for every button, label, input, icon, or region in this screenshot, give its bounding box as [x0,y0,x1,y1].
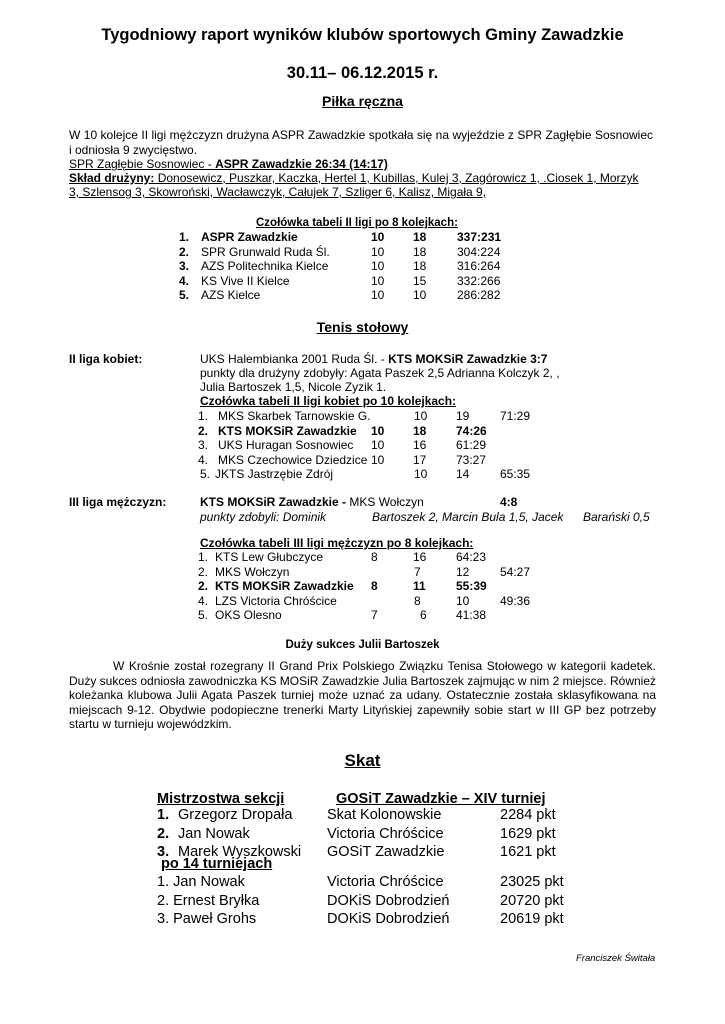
cell-points: 10 [413,288,427,302]
women-scorers-1: punkty dla drużyny zdobyły: Agata Paszek 2,5 Adrianna Kolczyk 2, , [200,366,560,380]
cell-points: 18 [413,230,427,244]
cell-points: 15 [413,273,427,288]
cell-player: Marek Wyszkowski [178,844,302,860]
men-league-label: III liga mężczyzn: [69,495,167,509]
skat-heading: Skat [344,751,381,770]
handball-squad-line1 [69,171,639,185]
cell-team: AZS Politechnika Kielce [201,259,329,273]
match-away: ASPR Zawadzkie 26:34 (14:17) [215,157,388,171]
cell-games: 7 [414,564,421,579]
cell-team: MKS Skarbek Tarnowskie G. [218,409,371,423]
cell-goals: 286:282 [457,288,501,302]
cell-club: Victoria Chróścice [327,874,444,890]
handball-heading: Piłka ręczna [322,93,403,109]
handball-table-row [0,288,725,302]
skat-col2-heading: GOSiT Zawadzkie – XIV turniej [336,791,546,807]
cell-points: 20619 pkt [500,911,564,927]
men-table-row [0,608,725,622]
cell-score: 64:23 [456,550,487,564]
cell-points: 16 [413,550,427,564]
report-title: Tygodniowy raport wyników klubów sportowych Gminy Zawadzkie [101,26,624,44]
cell-position: 5. [200,467,211,482]
skat-overall-row [0,873,725,891]
cell-team: MKS Czechowice Dziedzice [218,452,368,467]
cell-points: 17 [413,452,427,467]
cell-team: KTS MOKSiR Zawadzkie [218,423,357,438]
men-table-row [0,550,725,564]
cell-score: 73:27 [456,452,487,467]
article-body: W Krośnie został rozegrany II Grand Prix Polskiego Związku Tenisa Stołowego w kategorii kadetek. Duży sukces odniosła zawodniczka KS MOSiR Zawadzkie Julia Bartoszek zajmując w nim 2 miejsce. Również koleżanka klubowa Julii Agata Paszek turniej może uznać za udany. Ostatecznie została sklasyfikowana na miejscach 9-12. Obydwie podopieczne trenerki Marty Lityńskiej zapewniły sobie start w III GP bez potrzeby startu w turnieju wojewódzkim. [69,659,656,731]
women-league-label: II liga kobiet: [69,352,143,366]
cell-games: 10 [371,230,385,244]
handball-table-row [0,230,725,244]
cell-points: 20720 pkt [500,892,564,909]
cell-team: KTS MOKSiR Zawadzkie [215,579,354,594]
cell-position: 4. [198,452,209,467]
cell-score: 41:38 [456,608,487,623]
cell-goals: 316:264 [457,259,501,273]
cell-team: LZS Victoria Chróścice [215,593,337,608]
cell-team: OKS Olesno [215,608,282,623]
cell-position: 5. [179,288,190,302]
cell-points: 11 [413,579,426,594]
women-match-left: UKS Halembianka 2001 Ruda Śl. - [200,352,389,366]
men-table-row [0,579,725,593]
men-scorers-c: Barański 0,5 [583,510,650,524]
cell-club: GOSiT Zawadzkie [327,844,445,860]
handball-match [69,157,388,171]
women-table-row [0,409,725,423]
cell-games: 10 [371,452,385,467]
cell-score: 55:39 [456,579,487,594]
cell-score: 65:35 [500,467,531,482]
cell-points: 12 [456,564,470,579]
cell-position: 3. [198,438,209,453]
skat-after-heading: po 14 turniejach [161,856,273,872]
cell-team: SPR Grunwald Ruda Śl. [201,244,330,259]
cell-games: 10 [414,409,428,423]
cell-position: 4. [198,593,209,608]
cell-games: 10 [371,259,385,273]
cell-club: Skat Kolonowskie [327,807,442,823]
cell-club: DOKiS Dobrodzień [327,892,450,909]
cell-team: ASPR Zawadzkie [201,230,298,244]
cell-club: Victoria Chróścice [327,825,444,842]
cell-goals: 337:231 [457,230,502,244]
cell-goals: 304:224 [457,244,501,259]
cell-team: KS Vive II Kielce [201,273,290,288]
handball-table-row [0,259,725,273]
men-match-away: MKS Wołczyn [349,495,424,509]
cell-player: 2. Ernest Bryłka [157,892,260,909]
women-match-right: KTS MOKSiR Zawadzkie 3:7 [388,352,548,366]
cell-position: 3. [179,259,190,273]
men-match-home: KTS MOKSiR Zawadzkie - [200,495,350,509]
women-table-heading: Czołówka tabeli II ligi kobiet po 10 kolejkach: [200,394,457,408]
cell-points: 18 [413,259,427,273]
cell-games: 10 [414,467,428,482]
cell-team: KTS Lew Głubczyce [215,550,324,564]
men-scorers-a: punkty zdobyli: Dominik [200,510,327,524]
women-table-row [0,424,725,438]
cell-games: 10 [371,288,385,302]
cell-games: 10 [371,244,385,259]
cell-games: 8 [371,579,378,594]
cell-points: 16 [413,438,427,453]
cell-position: 1. [157,807,170,823]
handball-table-row [0,245,725,259]
skat-result-row [0,806,725,824]
handball-table-heading: Czołówka tabeli II ligi po 8 kolejkach: [256,217,458,229]
article-heading: Duży sukces Julii Bartoszek [285,639,440,651]
cell-club: DOKiS Dobrodzień [327,911,450,927]
cell-player: 1. Jan Nowak [157,874,245,890]
women-scorers-2: Julia Bartoszek 1,5, Nicole Zyzik 1. [200,380,387,394]
report-dates: 30.11– 06.12.2015 r. [286,64,439,82]
squad-label: Skład drużyny: [69,171,155,185]
cell-games: 10 [371,423,385,438]
cell-score: 71:29 [500,409,531,423]
cell-position: 2. [198,423,209,438]
cell-games: 10 [371,438,385,453]
cell-position: 1. [179,230,190,244]
cell-games: 7 [371,608,378,623]
men-table-row [0,594,725,608]
cell-position: 5. [198,608,209,623]
men-scorers-b: Bartoszek 2, Marcin Bula 1,5, Jacek [372,510,564,524]
cell-player: Jan Nowak [178,825,250,842]
skat-overall-row [0,910,725,928]
handball-intro: W 10 kolejce II ligi mężczyzn drużyna ASPR Zawadzkie spotkała się na wyjeździe z SPR Zagłębie Sosnowiec i odniosła 9 zwycięstwo. [69,128,653,157]
cell-points: 18 [413,423,427,438]
cell-points: 1629 pkt [500,825,556,842]
cell-position: 2. [198,564,209,579]
cell-score: 74:26 [456,423,487,438]
cell-games: 8 [414,593,421,608]
men-match [200,495,424,509]
skat-result-row [0,825,725,843]
skat-result-row [0,843,725,861]
cell-points: 1621 pkt [500,844,556,860]
cell-position: 1. [198,550,209,564]
cell-player: Grzegorz Dropała [178,807,293,823]
cell-points: 14 [456,467,470,482]
squad-list-1: Donosewicz, Puszkar, Kaczka, Hertel 1, Kubillas, Kulej 3, Zagórowicz 1, .Ciosek 1, Morzyk [154,171,639,185]
women-match [200,352,547,366]
author-signature: Franciszek Świtała [576,953,656,964]
cell-points: 19 [456,409,470,423]
cell-score: 49:36 [500,593,531,608]
women-table-row [0,453,725,467]
skat-col1-heading: Mistrzostwa sekcji [157,791,285,807]
handball-table-row [0,274,725,288]
cell-games: 8 [371,550,378,564]
cell-score: 54:27 [500,564,531,579]
cell-team: UKS Huragan Sosnowiec [218,438,354,453]
cell-score: 61:29 [456,438,487,453]
handball-squad-line2: 3, Szlensog 3, Skowroński, Wacławczyk, Całujek 7, Szliger 6, Kalisz, Migała 9, [69,185,487,199]
match-home: SPR Zagłębie Sosnowiec - [69,157,216,171]
cell-points: 2284 pkt [500,807,556,823]
cell-position: 1. [198,409,209,423]
cell-points: 6 [420,608,427,623]
cell-position: 3. [157,844,170,860]
cell-games: 10 [371,273,385,288]
men-table-row [0,565,725,579]
skat-overall-row [0,892,725,910]
cell-points: 23025 pkt [500,874,564,890]
cell-goals: 332:266 [457,273,501,288]
cell-points: 18 [413,244,427,259]
men-table-heading: Czołówka tabeli III ligi mężczyzn po 8 kolejkach: [200,536,474,550]
cell-team: AZS Kielce [201,288,261,302]
cell-points: 10 [456,593,470,608]
cell-position: 2. [157,825,170,842]
men-match-score: 4:8 [500,495,518,509]
cell-team: MKS Wołczyn [215,564,290,579]
women-table-row [0,467,725,481]
cell-player: 3. Paweł Grohs [157,911,257,927]
cell-position: 4. [179,273,190,288]
cell-team: JKTS Jastrzębie Zdrój [215,467,334,482]
cell-position: 2. [198,579,209,594]
cell-position: 2. [179,244,190,259]
women-table-row [0,438,725,452]
table-tennis-heading: Tenis stołowy [316,319,409,335]
